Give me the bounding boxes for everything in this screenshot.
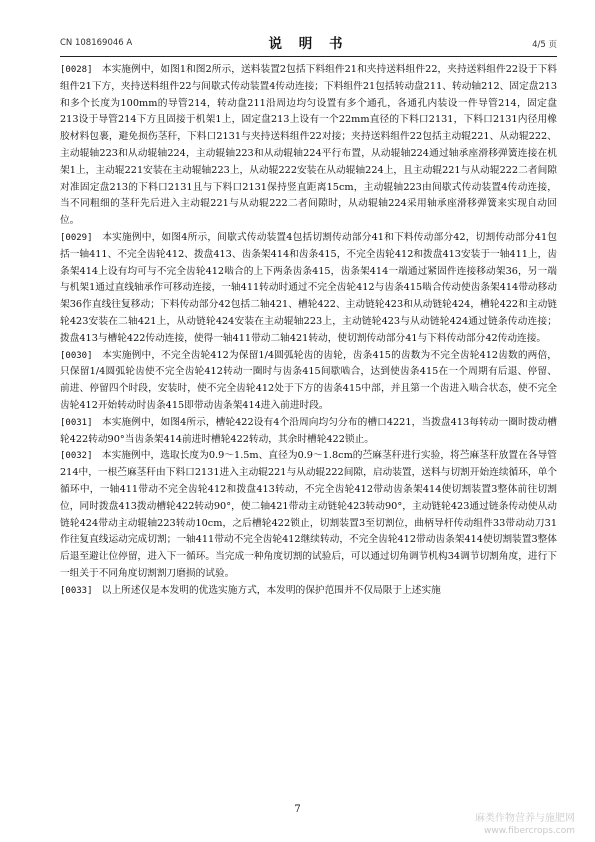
paragraph-text: 本实施例中，选取长度为0.9～1.5m、直径为0.9～1.8cm的苎麻茎秆进行实验，将苎麻茎秆放置在各导管214中，一根苎麻茎秆由下料口2131进入主动辊221与从动辊222间隙，启动装置，送料与切割开始连续循环，单个循环中，一轴411带动不完全齿轮412和拨盘413转动，不完全齿轮412带动齿条架414使切割装置3整体前往切割位，同时拨盘413拨动槽轮422转动90°，使二轴421带动主动链轮423转动90°，主动链轮423通过链条传动使从动链轮424带动主动辊轴223转动10cm，之后槽轮422锁止，切割装置3至切割位，曲柄导杆传动组件33带动动刀31作往复直线运动完成切割；一轴411带动不完全齿轮412继续转动，不完全齿轮412带动齿条架414使切割装置3整体后退至避让位停留，进入下一循环。当完成一种角度切割的试验后，可以通过切角调节机构34调节切割角度，进行下一组关于不同角度切割割刀磨损的试验。 (60, 450, 557, 579)
paragraph-0028 (60, 62, 557, 230)
paragraph-text: 本实施例中，如图4所示，槽轮422设有4个沿周向均匀分布的槽口4221，当拨盘413每转动一圈时拨动槽轮422转动90°当齿条架414前进时槽轮422转动，其余时槽轮422锁止。 (60, 416, 557, 445)
paragraph-0030 (60, 348, 557, 415)
paragraph-number: [0029] (60, 232, 93, 243)
watermark (475, 812, 575, 838)
paragraph-text: 本实施例中，不完全齿轮412为保留1/4圆弧轮齿的齿轮，齿条415的齿数为不完全齿轮412齿数的两倍，只保留1/4圆弧轮齿使不完全齿轮412转动一圈时与齿条415间歇啮合，达到使齿条415在一个周期有后退、停留、前进、停留四个时段，安装时，使不完全齿轮412处于下方的齿条415中部，并且第一个齿进入啮合状态，使不完全齿轮412开始转动时齿条415即带动齿条架414进入前进时段。 (60, 349, 557, 411)
paragraph-0031 (60, 415, 557, 449)
paragraph-0029 (60, 230, 557, 348)
page-reference: 4/5 页 (532, 40, 557, 50)
paragraph-number: [0031] (60, 417, 93, 428)
paragraph-text: 本实施例中，如图1和图2所示，送料装置2包括下料组件21和夹持送料组件22，夹持送料组件22设于下料组件21下方，夹持送料组件22与间歇式传动装置4传动连接；下料组件21包括转动盘211、转动轴212、固定盘213和多个长度为100mm的导管214，转动盘211沿周边均匀设置有多个通孔，各通孔内装设一件导管214，固定盘213设于导管214下方且固接于机架1上，固定盘213上设有一个22mm直径的下料口2131，下料口2131内径用橡胶材料包裹，避免损伤茎秆，下料口2131与夹持送料组件22对接；夹持送料组件22包括主动辊221、从动辊222、主动辊轴223和从动辊轴224，主动辊轴223和从动辊轴224平行布置，从动辊轴224通过轴承座滑移弹簧连接在机架1上，主动辊221安装在主动辊轴223上，从动辊222安装在从动辊轴224上，且主动辊221与从动辊222二者间隙对准固定盘213的下料口2131且与下料口2131保持竖直距离15cm，主动辊轴223由间歇式传动装置4传动连接，当不同粗细的茎秆先后进入主动辊221与从动辊222二者间隙时，从动辊轴224采用轴承座滑移弹簧来实现自动回位。 (60, 64, 557, 227)
document-title: 说 明 书 (268, 36, 349, 52)
paragraph-number: [0030] (60, 350, 93, 361)
patent-number: CN 108169046 A (60, 38, 133, 48)
paragraph-0033 (60, 583, 557, 600)
page-header (60, 32, 557, 54)
paragraph-text: 本实施例中，如图4所示，间歇式传动装置4包括切割传动部分41和下料传动部分42，切割传动部分41包括一轴411、不完全齿轮412、拨盘413、齿条架414和齿条415，不完全齿轮412和拨盘413安装于一轴411上，齿条架414上设有均可与不完全齿轮412啮合的上下两条齿条415，齿条架414一端通过紧固件连接移动架36，另一端与机架1通过直线轴承作可移动连接，一轴411转动时通过不完全齿轮412与齿条415啮合传动使齿条架414带动移动架36作直线往复移动；下料传动部分42包括二轴421、槽轮422、主动链轮423和从动链轮424，槽轮422和主动链轮423安装在二轴421上，从动链轮424安装在主动辊轴223上，主动链轮423与从动链轮424通过链条传动连接；拨盘413与槽轮422传动连接，使得一轴411带动二轴421转动，使切割传动部分41与下料传动部分42传动连接。 (60, 231, 557, 344)
page-number: 7 (294, 804, 301, 815)
paragraph-text: 以上所述仅是本发明的优选实施方式，本发明的保护范围并不仅局限于上述实施 (101, 584, 441, 596)
watermark-site-name: 麻类作物营养与施肥网 (475, 813, 575, 824)
paragraph-number: [0028] (60, 65, 93, 75)
header-divider (60, 56, 557, 57)
description-body (60, 62, 557, 762)
watermark-url: www.fibercrops.com (484, 826, 575, 836)
paragraph-0032 (60, 448, 557, 582)
paragraph-number: [0033] (60, 585, 93, 596)
paragraph-number: [0032] (60, 451, 93, 462)
